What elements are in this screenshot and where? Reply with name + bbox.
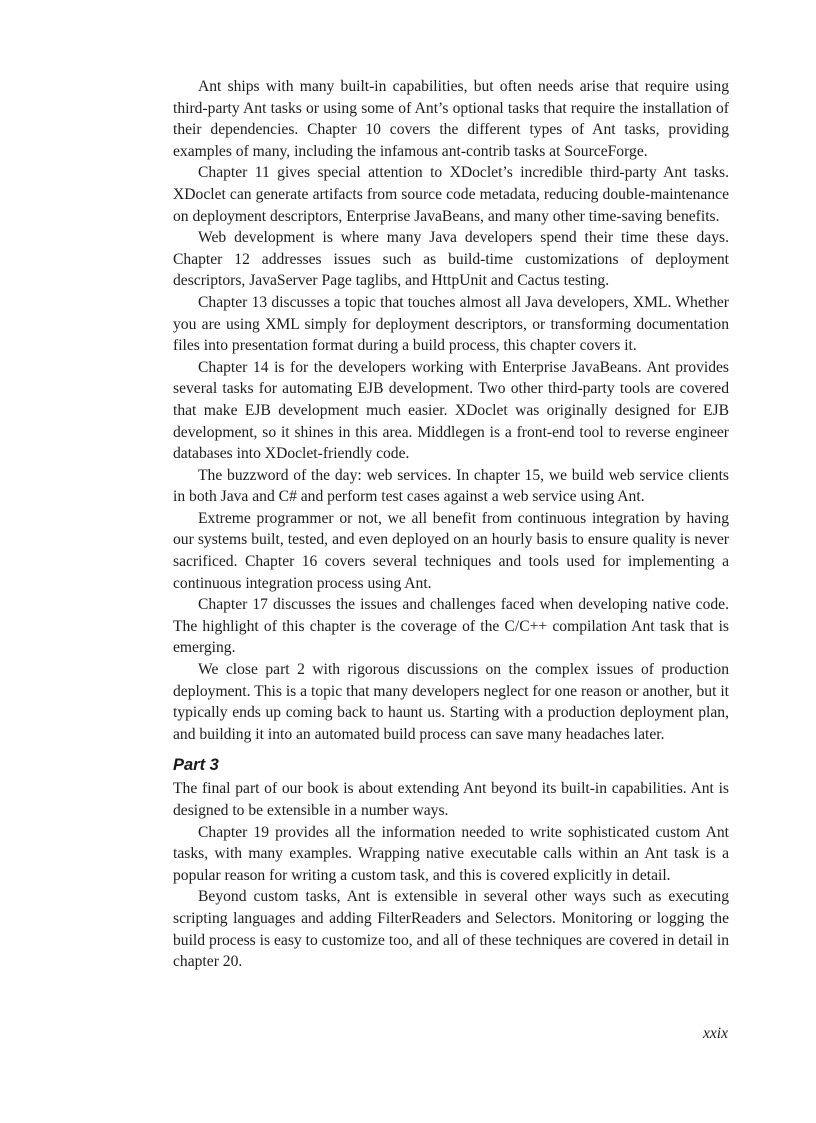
part-3-heading: Part 3 — [173, 756, 219, 775]
paragraph-xml: Chapter 13 discusses a topic that touches almost all Java developers, XML. Whether you are using XML simply for deployment descriptors, or transforming documentation files into presentation format during a build process, this chapter covers it. — [173, 293, 729, 355]
paragraph-custom-tasks: Chapter 19 provides all the information needed to write sophisticated custom Ant tasks, with many examples. Wrapping native executable calls within an Ant task is a popular reason for writing a custom task, and this is covered explicitly in detail. — [173, 823, 729, 884]
paragraph-extending-ant: The final part of our book is about extending Ant beyond its built-in capabilities. Ant is designed to be extensible in a number ways. — [173, 780, 729, 819]
paragraph-xdoclet: Chapter 11 gives special attention to XDoclet’s incredible third-party Ant tasks. XDoclet can generate artifacts from source code metadata, reducing double-maintenance on deployment descriptors, Enterprise JavaBeans, and many other time-saving benefits. — [173, 164, 729, 225]
paragraph-web-development: Web development is where many Java developers spend their time these days. Chapter 12 addresses issues such as build-time customizations of deployment descriptors, JavaServer Page taglibs, and HttpUnit and Cactus testing. — [173, 229, 729, 290]
paragraph-extensibility: Beyond custom tasks, Ant is extensible in several other ways such as executing scripting languages and adding FilterReaders and Selectors. Monitoring or logging the build process is easy to customize too, and all of these techniques are covered in detail in chapter 20. — [173, 888, 729, 971]
paragraph-production-deployment: We close part 2 with rigorous discussions on the complex issues of production deployment. This is a topic that many developers neglect for one reason or another, but it typically ends up coming back to haunt us. Starting with a production deployment plan, and building it into an automated build process can save many headaches later. — [173, 661, 729, 743]
paragraph-ant-tasks: Ant ships with many built-in capabilities, but often needs arise that require using third-party Ant tasks or using some of Ant’s optional tasks that require the installation of their dependencies. Chapter 10 covers the different types of Ant tasks, providing examples of many, including the infamous ant-contrib tasks at SourceForge. — [173, 78, 729, 160]
paragraph-web-services: The buzzword of the day: web services. In chapter 15, we build web service clients in both Java and C# and perform test cases against a web service using Ant. — [173, 466, 729, 506]
paragraph-native-code: Chapter 17 discusses the issues and challenges faced when developing native code. The highlight of this chapter is the coverage of the C/C++ compilation Ant task that is emerging. — [173, 596, 729, 657]
paragraph-ejb: Chapter 14 is for the developers working with Enterprise JavaBeans. Ant provides several tasks for automating EJB development. Two other third-party tools are covered that make EJB development much easier. XDoclet was originally designed for EJB development, so it shines in this area. Middlegen is a front-end tool to reverse engineer databases into XDoclet-friendly code. — [173, 358, 729, 463]
page-number: xxix — [703, 1025, 728, 1042]
page-body — [173, 76, 729, 973]
paragraph-continuous-integration: Extreme programmer or not, we all benefit from continuous integration by having our systems built, tested, and even deployed on an hourly basis to ensure quality is never sacrificed. Chapter 16 covers several techniques and tools used for implementing a continuous integration process using Ant. — [173, 509, 729, 592]
